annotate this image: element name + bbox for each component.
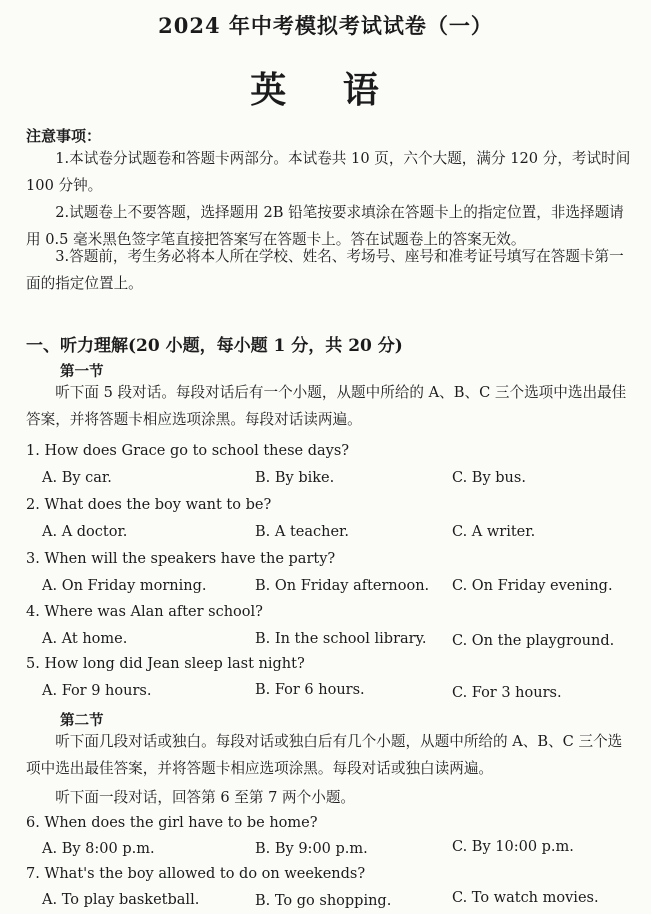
question-stem-3: 3. When will the speakers have the party? [26,551,336,567]
part2-heading: 第二节 [60,712,104,729]
q6-option-c: C. By 10:00 p.m. [452,839,574,855]
q6-option-b: B. By 9:00 p.m. [255,841,368,857]
q4-option-a: A. At home. [42,631,128,647]
part1-instruction: 听下面 5 段对话。每段对话后有一个小题，从题中所给的 A、B、C 三个选项中选出最佳答案，并将答题卡相应选项涂黑。每段对话读两遍。 [26,384,627,428]
part1-heading: 第一节 [60,363,104,380]
q5-option-b: B. For 6 hours. [255,682,365,698]
note-item-2: 2.试题卷上不要答题，选择题用 2B 铅笔按要求填涂在答题卡上的指定位置，非选择题请用 0.5 毫米黑色签字笔直接把答案写在答题卡上。答在试题卷上的答案无效。 [26,204,624,248]
q2-option-a: A. A doctor. [42,524,128,540]
q6-option-a: A. By 8:00 p.m. [42,841,155,857]
question-stem-4: 4. Where was Alan after school? [26,604,263,620]
q5-option-c: C. For 3 hours. [452,685,562,701]
notes-heading: 注意事项： [26,127,102,145]
q3-option-b: B. On Friday afternoon. [255,578,430,594]
q7-option-b: B. To go shopping. [255,893,392,909]
q7-option-a: A. To play basketball. [42,892,200,908]
q4-option-c: C. On the playground. [452,633,615,649]
note-item-1: 1.本试卷分试题卷和答题卡两部分。本试卷共 10 页，六个大题，满分 120 分，考试时间 100 分钟。 [26,150,631,194]
q2-option-b: B. A teacher. [255,524,349,540]
q1-option-b: B. By bike. [255,470,335,486]
question-stem-7: 7. What's the boy allowed to do on weekends? [26,866,366,882]
q3-option-c: C. On Friday evening. [452,578,613,594]
q1-option-a: A. By car. [42,470,112,486]
question-stem-2: 2. What does the boy want to be? [26,497,272,513]
question-stem-6: 6. When does the girl have to be home? [26,815,318,831]
part2-instruction: 听下面几段对话或独白。每段对话或独白后有几个小题，从题中所给的 A、B、C 三个选项中选出最佳答案，并将答题卡相应选项涂黑。每段对话或独白读两遍。 [26,733,623,777]
subject-title: 英 语 [250,69,401,111]
q1-option-c: C. By bus. [452,470,526,486]
q4-option-b: B. In the school library. [255,631,427,647]
q7-option-c: C. To watch movies. [452,890,599,906]
q5-option-a: A. For 9 hours. [42,683,152,699]
q2-option-c: C. A writer. [452,524,536,540]
question-stem-1: 1. How does Grace go to school these days? [26,443,350,459]
exam-title: 2024 年中考模拟考试试卷（一） [158,13,493,38]
part2-sub-instruction: 听下面一段对话，回答第 6 至第 7 两个小题。 [55,789,356,806]
note-item-3: 3.答题前，考生务必将本人所在学校、姓名、考场号、座号和准考证号填写在答题卡第一面的指定位置上。 [26,248,624,292]
q3-option-a: A. On Friday morning. [42,578,207,594]
question-stem-5: 5. How long did Jean sleep last night? [26,656,305,672]
section-heading: 一、听力理解(20 小题，每小题 1 分，共 20 分) [26,336,403,356]
